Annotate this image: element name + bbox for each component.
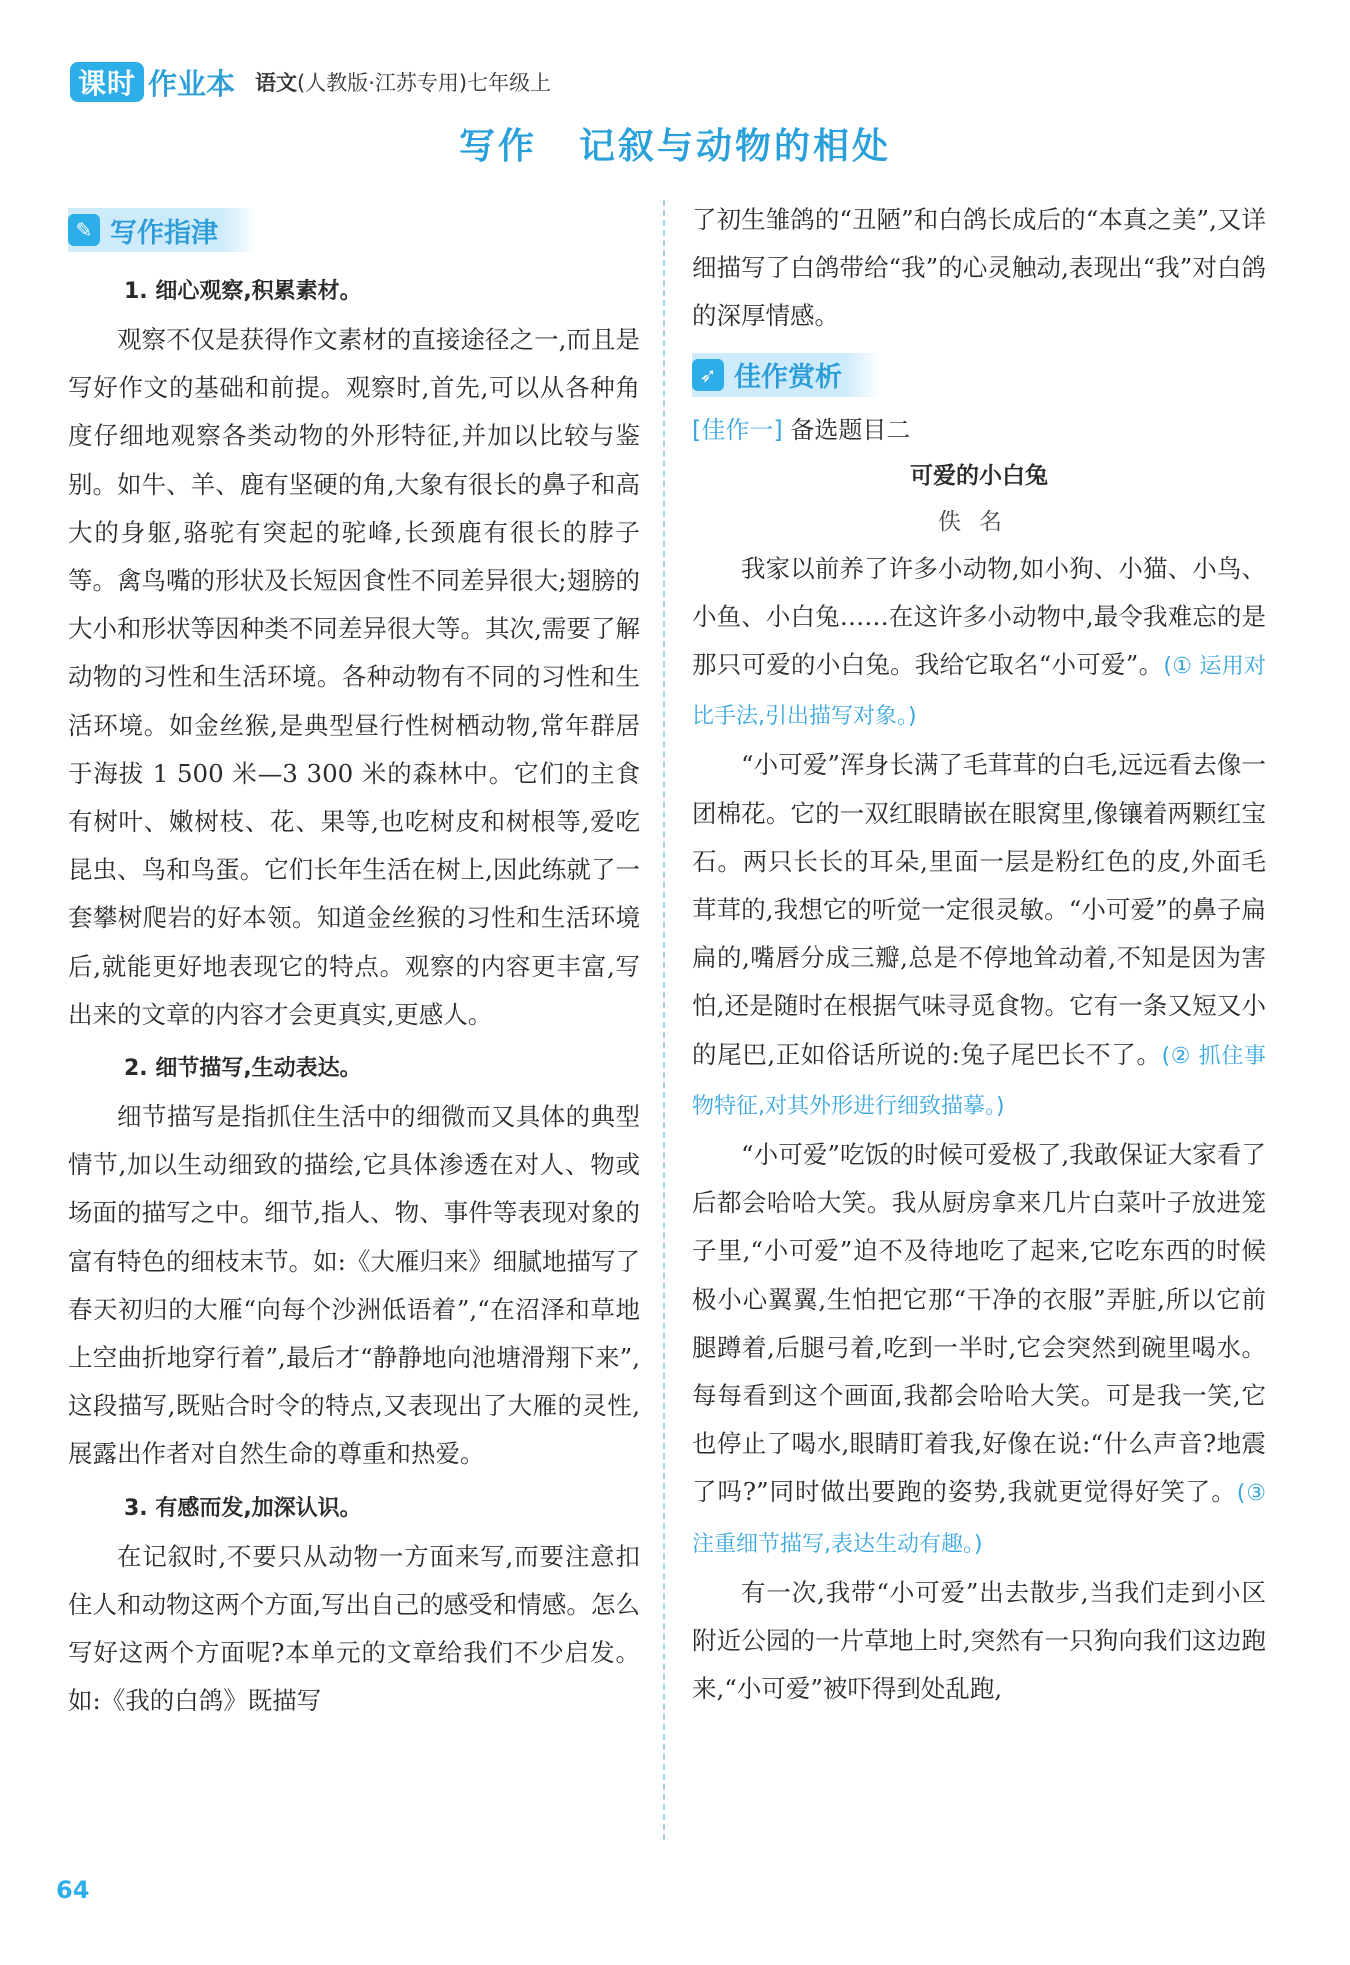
left-column	[68, 196, 640, 1725]
annotation-note: (② 抓住事物特征,对其外形进行细致描摹。)	[692, 1043, 1266, 1119]
plane-icon: ➶	[692, 359, 724, 391]
edition-grade: (人教版·江苏专用)七年级上	[297, 71, 552, 95]
logo-text: 作业本	[148, 66, 236, 101]
writing-guide-badge	[68, 208, 258, 252]
essay-tag-line	[692, 407, 1266, 453]
paragraph: 细节描写是指抓住生活中的细微而又具体的典型情节,加以生动细致的描绘,它具体渗透在对人、物或场面的描写之中。细节,指人、物、事件等表现对象的富有特色的细枝末节。如:《大雁归来》细腻地描写了春天初归的大雁“向每个沙洲低语着”,“在沼泽和草地上空曲折地穿行着”,最后才“静静地向池塘滑翔下来”,这段描写,既贴合时令的特点,又表现出了大雁的灵性,展露出作者对自然生命的尊重和热爱。	[68, 1102, 640, 1469]
essay-text: 我家以前养了许多小动物,如小狗、小猫、小鸟、小鱼、小白兔……在这许多小动物中,最令我难忘的是那只可爱的小白兔。我给它取名“小可爱”。	[692, 553, 1266, 680]
paragraph: 观察不仅是获得作文素材的直接途径之一,而且是写好作文的基础和前提。观察时,首先,可以从各种角度仔细地观察各类动物的外形特征,并加以比较与鉴别。如牛、羊、鹿有坚硬的角,大象有很长的鼻子和高大的身躯,骆驼有突起的驼峰,长颈鹿有很长的脖子等。禽鸟嘴的形状及长短因食性不同差异很大;翅膀的大小和形状等因种类不同差异很大等。其次,需要了解动物的习性和生活环境。各种动物有不同的习性和生活环境。如金丝猴,是典型昼行性树栖动物,常年群居于海拔 1 500 米—3 300 米的森林中。它们的主食有树叶、嫩树枝、花、果等,也吃树皮和树根等,爱吃昆虫、鸟和鸟蛋。它们长年生活在树上,因此练就了一套攀树爬岩的好本领。知道金丝猴的习性和生活环境后,就能更好地表现它的特点。观察的内容更丰富,写出来的文章的内容才会更真实,更感人。	[68, 325, 640, 1029]
essay-paragraph	[692, 741, 1266, 1131]
essay-author: 佚名	[938, 508, 1020, 535]
subject-name: 语文	[255, 71, 298, 95]
pen-icon: ✎	[68, 214, 100, 246]
badge-label: 佳作赏析	[734, 362, 842, 394]
page-number: 64	[56, 1876, 90, 1904]
essay-paragraph	[692, 1131, 1266, 1569]
essay-tag: [佳作一]	[692, 415, 783, 444]
right-column	[692, 196, 1266, 1713]
annotation-note: (① 运用对比手法,引出描写对象。)	[692, 654, 1266, 730]
page-title	[0, 118, 1350, 169]
essay-title: 可爱的小白兔	[910, 462, 1048, 489]
continued-paragraph: 了初生雏鸽的“丑陋”和白鸽长成后的“本真之美”,又详细描写了白鸽带给“我”的心灵触动,表现出“我”对白鸽的深厚情感。	[692, 205, 1266, 331]
essay-paragraph	[692, 545, 1266, 742]
paragraph: 在记叙时,不要只从动物一方面来写,而要注意扣住人和动物这两个方面,写出自己的感受和情感。怎么写好这两个方面呢?本单元的文章给我们不少启发。如:《我的白鸽》既描写	[68, 1541, 640, 1716]
essay-topic: 备选题目二	[790, 415, 911, 444]
badge-label: 写作指津	[110, 217, 218, 249]
subsection-heading-3: 3. 有感而发,加深认识。	[124, 1495, 362, 1521]
book-subject	[255, 67, 551, 97]
essay-text: “小可爱”浑身长满了毛茸茸的白毛,远远看去像一团棉花。它的一双红眼睛嵌在眼窝里,像镶着两颗红宝石。两只长长的耳朵,里面一层是粉红色的皮,外面毛茸茸的,我想它的听觉一定很灵敏。“小可爱”的鼻子扁扁的,嘴唇分成三瓣,总是不停地耸动着,不知是因为害怕,还是随时在根据气味寻觅食物。它有一条又短又小的尾巴,正如俗话所说的:兔子尾巴长不了。	[692, 750, 1266, 1069]
logo-box: 课时	[70, 62, 144, 102]
header	[70, 58, 551, 106]
subsection-heading-2: 2. 细节描写,生动表达。	[124, 1056, 362, 1082]
appreciation-badge	[692, 353, 882, 397]
essay-text: “小可爱”吃饭的时候可爱极了,我敢保证大家看了后都会哈哈大笑。我从厨房拿来几片白菜叶子放进笼子里,“小可爱”迫不及待地吃了起来,它吃东西的时候极小心翼翼,生怕把它那“干净的衣服”弄脏,所以它前腿蹲着,后腿弓着,吃到一半时,它会突然到碗里喝水。每每看到这个画面,我都会哈哈大笑。可是我一笑,它也停止了喝水,眼睛盯着我,好像在说:“什么声音?地震了吗?”同时做出要跑的姿势,我就更觉得好笑了。	[692, 1140, 1266, 1507]
subsection-heading-1: 1. 细心观察,积累素材。	[124, 279, 362, 304]
essay-paragraph: 有一次,我带“小可爱”出去散步,当我们走到小区附近公园的一片草地上时,突然有一只狗向我们这边跑来,“小可爱”被吓得到处乱跑,	[692, 1577, 1266, 1704]
column-divider	[663, 200, 665, 1840]
annotation-note: (③ 注重细节描写,表达生动有趣。)	[692, 1481, 1266, 1557]
title-part2: 记叙与动物的相处	[579, 126, 892, 167]
title-part1: 写作	[458, 126, 537, 167]
